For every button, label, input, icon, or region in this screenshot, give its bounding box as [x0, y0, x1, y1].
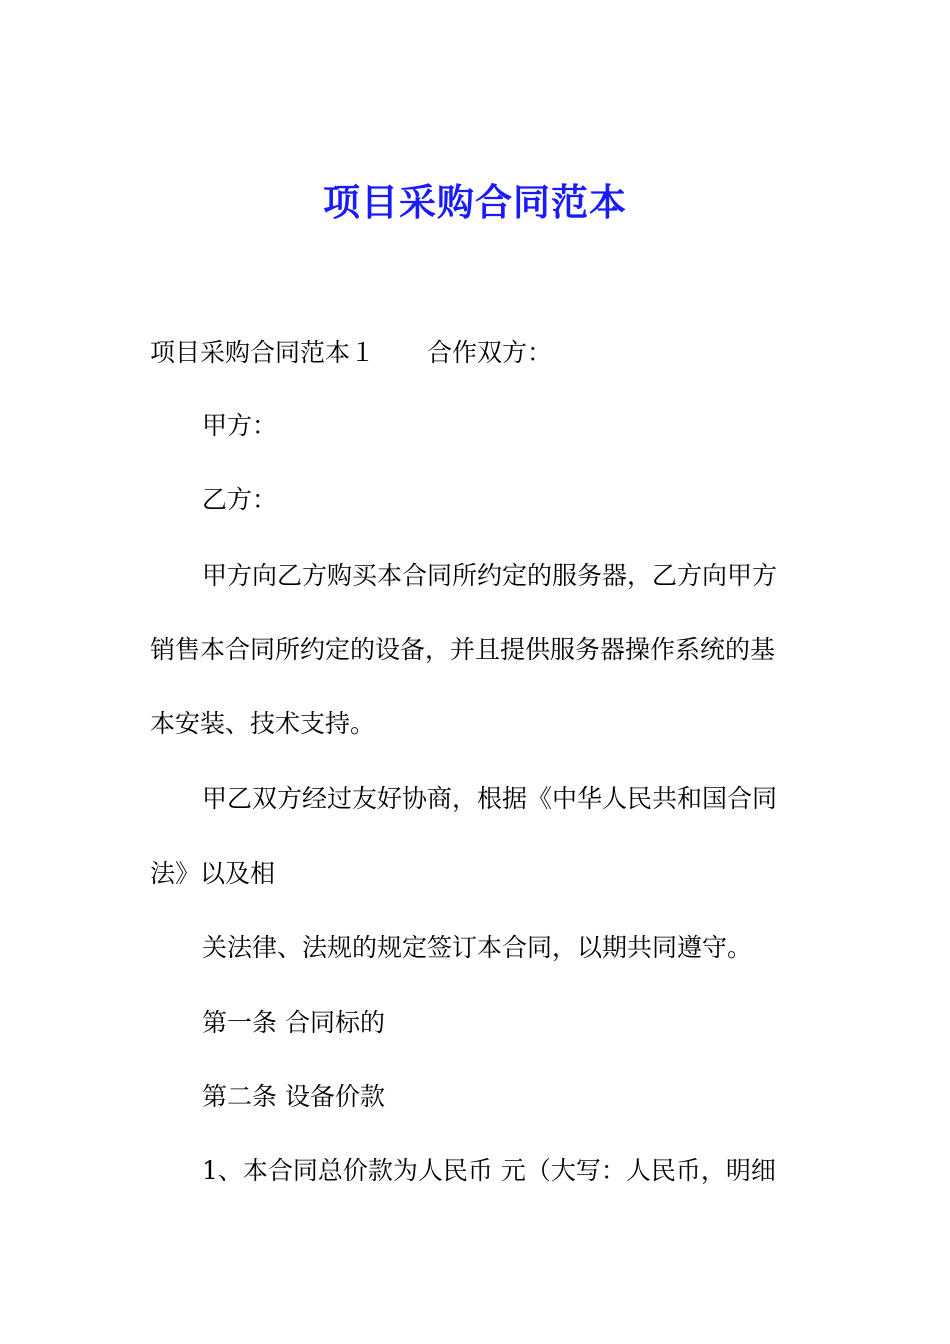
paragraph-line: 本安装、技术支持。 — [150, 709, 376, 738]
paragraph-line: 销售本合同所约定的设备，并且提供服务器操作系统的基 — [150, 635, 776, 664]
contract-sample-label: 项目采购合同范本１ — [150, 338, 376, 367]
party-b-line: 乙方： — [202, 485, 278, 514]
paragraph-line: 甲乙双方经过友好协商，根据《中华人民共和国合同 — [202, 784, 778, 813]
article-heading: 第一条 合同标的 — [202, 1008, 385, 1037]
paragraph-line: 法》以及相 — [150, 859, 276, 888]
paragraph-line: 1、本合同总价款为人民币 元（大写：人民币，明细 — [202, 1156, 776, 1185]
party-a-line: 甲方： — [202, 411, 278, 440]
paragraph-line: 甲方向乙方购买本合同所约定的服务器，乙方向甲方 — [202, 561, 778, 590]
parties-label: 合作双方： — [427, 338, 553, 367]
paragraph-line: 关法律、法规的规定签订本合同，以期共同遵守。 — [202, 933, 753, 962]
document-title: 项目采购合同范本 — [323, 180, 627, 224]
article-heading: 第二条 设备价款 — [202, 1082, 385, 1111]
intro-line — [150, 335, 552, 371]
